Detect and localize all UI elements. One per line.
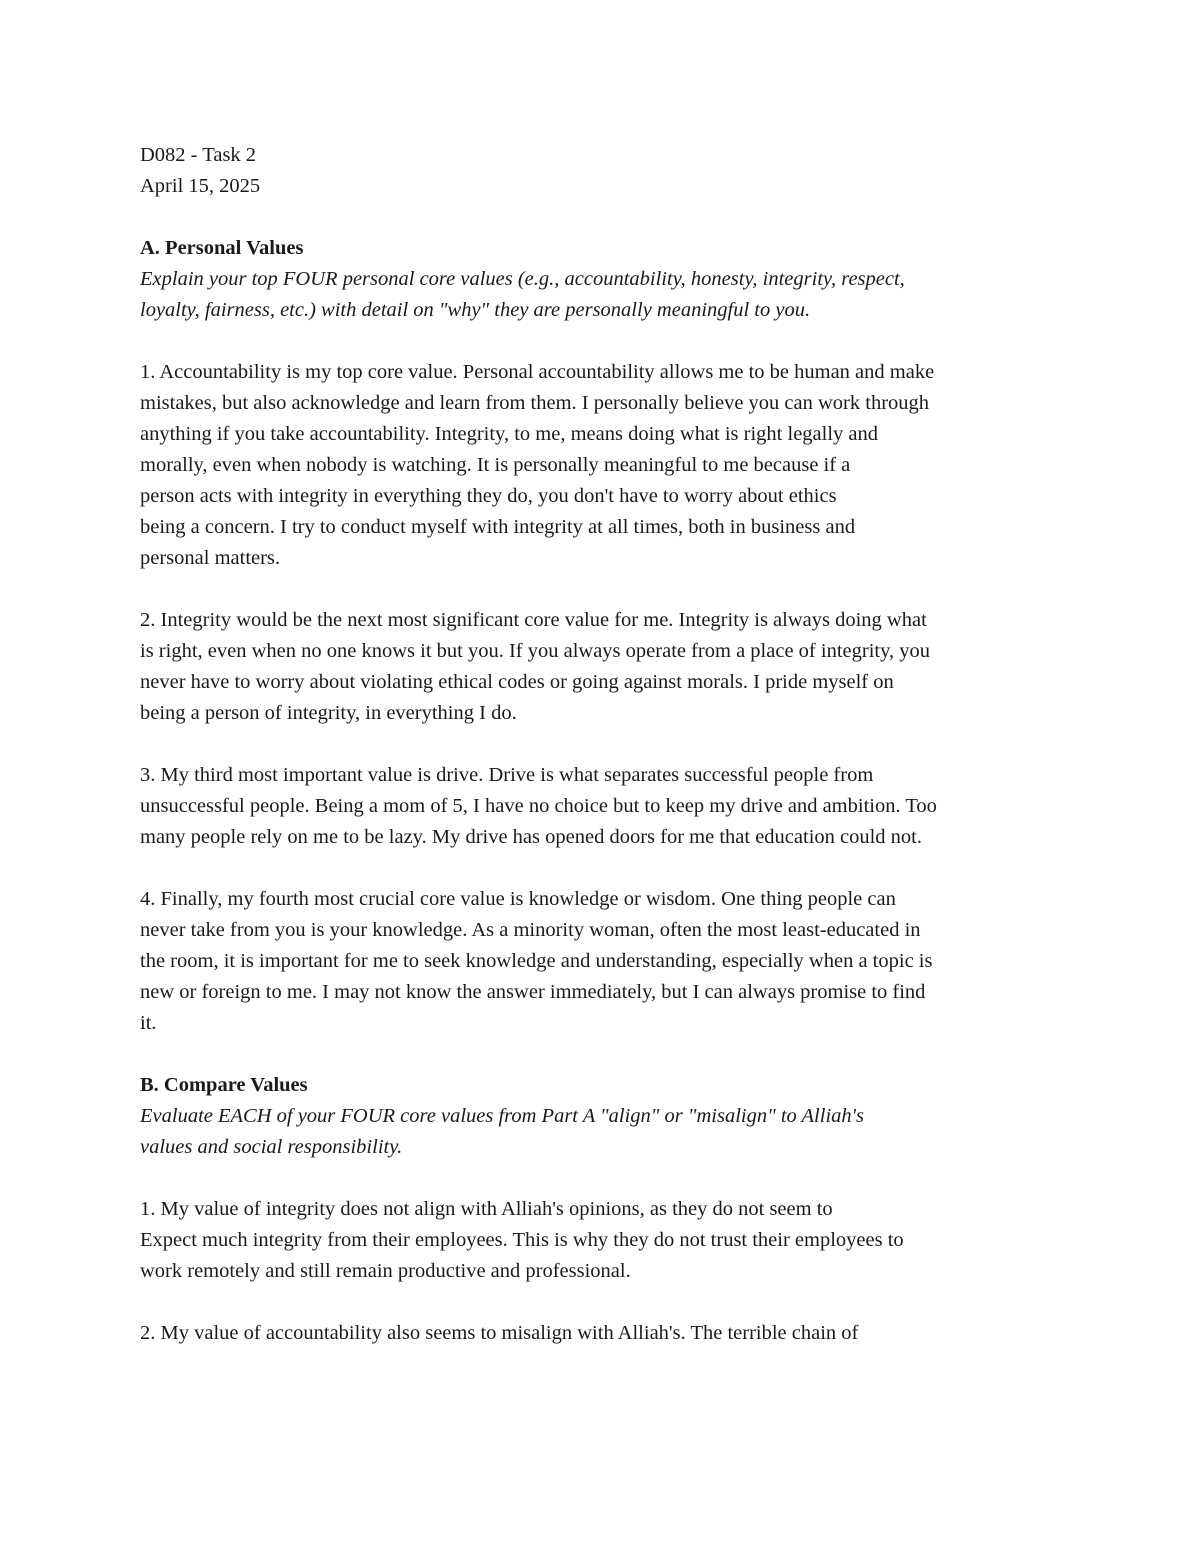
paragraph-line: 2. My value of accountability also seems to misalign with Alliah's. The terrible chain of [140,1322,859,1344]
paragraph-line: the room, it is important for me to seek knowledge and understanding, especially when a topic is [140,950,933,972]
paragraph-line: many people rely on me to be lazy. My drive has opened doors for me that education could not. [140,826,923,848]
paragraph-line: it. [140,1012,157,1034]
paragraph-line: never take from you is your knowledge. As a minority woman, often the most least-educated in [140,919,921,941]
section-b-prompt-line: Evaluate EACH of your FOUR core values from Part A "align" or "misalign" to Alliah's [140,1105,865,1127]
section-a-prompt-line: loyalty, fairness, etc.) with detail on "why" they are personally meaningful to you. [140,299,811,321]
paragraph-line: being a person of integrity, in everything I do. [140,702,517,724]
paragraph-line: morally, even when nobody is watching. It is personally meaningful to me because if a [140,454,851,476]
section-a-item-2 [140,605,1065,729]
section-a-heading: A. Personal Values [140,237,304,259]
paragraph-line: new or foreign to me. I may not know the answer immediately, but I can always promise to find [140,981,926,1003]
section-b-prompt-line: values and social responsibility. [140,1136,403,1158]
paragraph-line: is right, even when no one knows it but you. If you always operate from a place of integrity, you [140,640,931,662]
paragraph-line: unsuccessful people. Being a mom of 5, I have no choice but to keep my drive and ambition. Too [140,795,937,817]
paragraph-line: 4. Finally, my fourth most crucial core value is knowledge or wisdom. One thing people can [140,888,896,910]
section-a-prompt-line: Explain your top FOUR personal core values (e.g., accountability, honesty, integrity, respect, [140,268,905,290]
spacer [140,202,1065,233]
paragraph-line: 1. Accountability is my top core value. Personal accountability allows me to be human and make [140,361,935,383]
paragraph-line: person acts with integrity in everything they do, you don't have to worry about ethics [140,485,837,507]
paragraph-line: 1. My value of integrity does not align with Alliah's opinions, as they do not seem to [140,1198,833,1220]
section-a-item-4 [140,884,1065,1039]
spacer [140,1287,1065,1318]
spacer [140,574,1065,605]
paragraph-line: being a concern. I try to conduct myself with integrity at all times, both in business and [140,516,856,538]
paragraph-line: mistakes, but also acknowledge and learn from them. I personally believe you can work through [140,392,930,414]
section-a-item-3 [140,760,1065,853]
document-page [140,140,1065,1349]
spacer [140,1163,1065,1194]
paragraph-line: work remotely and still remain productive and professional. [140,1260,631,1282]
course-title: D082 - Task 2 [140,144,257,166]
section-a-item-1 [140,357,1065,574]
paragraph-line: Expect much integrity from their employees. This is why they do not trust their employees to [140,1229,904,1251]
paragraph-line: never have to worry about violating ethical codes or going against morals. I pride myself on [140,671,894,693]
paragraph-line: 2. Integrity would be the next most significant core value for me. Integrity is always doing what [140,609,927,631]
section-b-heading: B. Compare Values [140,1074,308,1096]
spacer [140,729,1065,760]
paragraph-line: 3. My third most important value is drive. Drive is what separates successful people from [140,764,874,786]
section-b-item-2 [140,1318,1065,1349]
section-b-item-1 [140,1194,1065,1287]
paragraph-line: anything if you take accountability. Integrity, to me, means doing what is right legally and [140,423,879,445]
document-date: April 15, 2025 [140,175,261,197]
paragraph-line: personal matters. [140,547,281,569]
spacer [140,853,1065,884]
spacer [140,1039,1065,1070]
spacer [140,326,1065,357]
